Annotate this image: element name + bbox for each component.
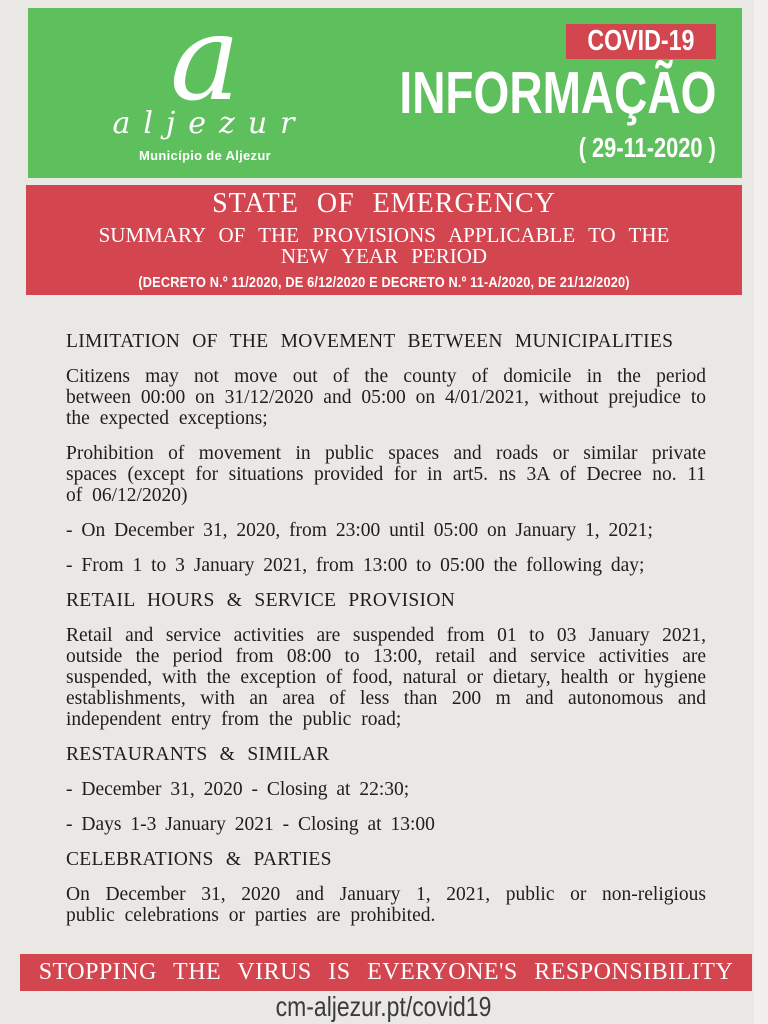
emergency-subtitle: SUMMARY OF THE PROVISIONS APPLICABLE TO THE NEW YEAR PERIOD <box>98 223 670 269</box>
informacao-title <box>310 60 716 126</box>
paragraph-prohibition-movement: Prohibition of movement in public spaces and roads or similar private spaces (except for situations provided for in art5. ns 3A of Decree no. 11 of 06/12/2020) <box>66 443 706 506</box>
section-heading-limitation: LIMITATION OF THE MOVEMENT BETWEEN MUNICIPALITIES <box>66 331 674 352</box>
section-heading-celebrations: CELEBRATIONS & PARTIES <box>66 849 332 870</box>
covid-info-url-text: cm-aljezur.pt/covid19 <box>276 991 492 1022</box>
bullet-restaurants-jan1-3: - Days 1-3 January 2021 - Closing at 13:00 <box>66 814 435 835</box>
bullet-restaurants-dec31: - December 31, 2020 - Closing at 22:30; <box>66 779 410 800</box>
covid-19-badge-label: COVID-19 <box>587 25 695 57</box>
emergency-banner <box>26 185 742 295</box>
aljezur-logo-subtitle: Município de Aljezur <box>139 148 271 164</box>
paragraph-citizens-movement: Citizens may not move out of the county of domicile in the period between 00:00 on 31/12/2020 and 05:00 on 4/01/2021, without prejudice to the expected exceptions; <box>66 366 706 429</box>
emergency-decree-text: (DECRETO N.º 11/2020, DE 6/12/2020 E DECRETO N.º 11-A/2020, DE 21/12/2020) <box>138 274 630 292</box>
aljezur-logo-a-icon: a <box>169 0 241 127</box>
informacao-title-text: INFORMAÇÃO <box>399 60 716 126</box>
emergency-decree-reference <box>95 275 673 291</box>
covid-info-url <box>0 991 768 1023</box>
bullet-jan1-3-curfew: - From 1 to 3 January 2021, from 13:00 to 05:00 the following day; <box>66 555 645 576</box>
responsibility-banner: STOPPING THE VIRUS IS EVERYONE'S RESPONSIBILITY <box>20 954 752 991</box>
bullet-dec31-curfew: - On December 31, 2020, from 23:00 until 05:00 on January 1, 2021; <box>66 520 653 541</box>
emergency-title: STATE OF EMERGENCY <box>212 187 556 219</box>
section-heading-restaurants: RESTAURANTS & SIMILAR <box>66 744 330 765</box>
poster-date <box>310 132 716 164</box>
header-right <box>310 24 716 164</box>
page-edge-shade <box>754 0 768 1024</box>
green-header <box>28 0 742 178</box>
poster-date-text: ( 29-11-2020 ) <box>578 132 716 163</box>
paragraph-celebrations-prohibited: On December 31, 2020 and January 1, 2021, public or non-religious public celebrations or parties are prohibited. <box>66 884 706 926</box>
aljezur-logo-name: aljezur <box>112 106 308 142</box>
covid-19-badge <box>566 24 716 59</box>
poster-body <box>66 331 706 940</box>
section-heading-retail: RETAIL HOURS & SERVICE PROVISION <box>66 590 456 611</box>
paragraph-retail-suspension: Retail and service activities are suspended from 01 to 03 January 2021, outside the period from 08:00 to 13:00, retail and service activities are suspended, with the exception of food, natural or dietary, health or hygiene establishments, with an area of less than 200 m and autonomous and independent entry from the public road; <box>66 625 706 730</box>
aljezur-logo <box>100 0 310 164</box>
